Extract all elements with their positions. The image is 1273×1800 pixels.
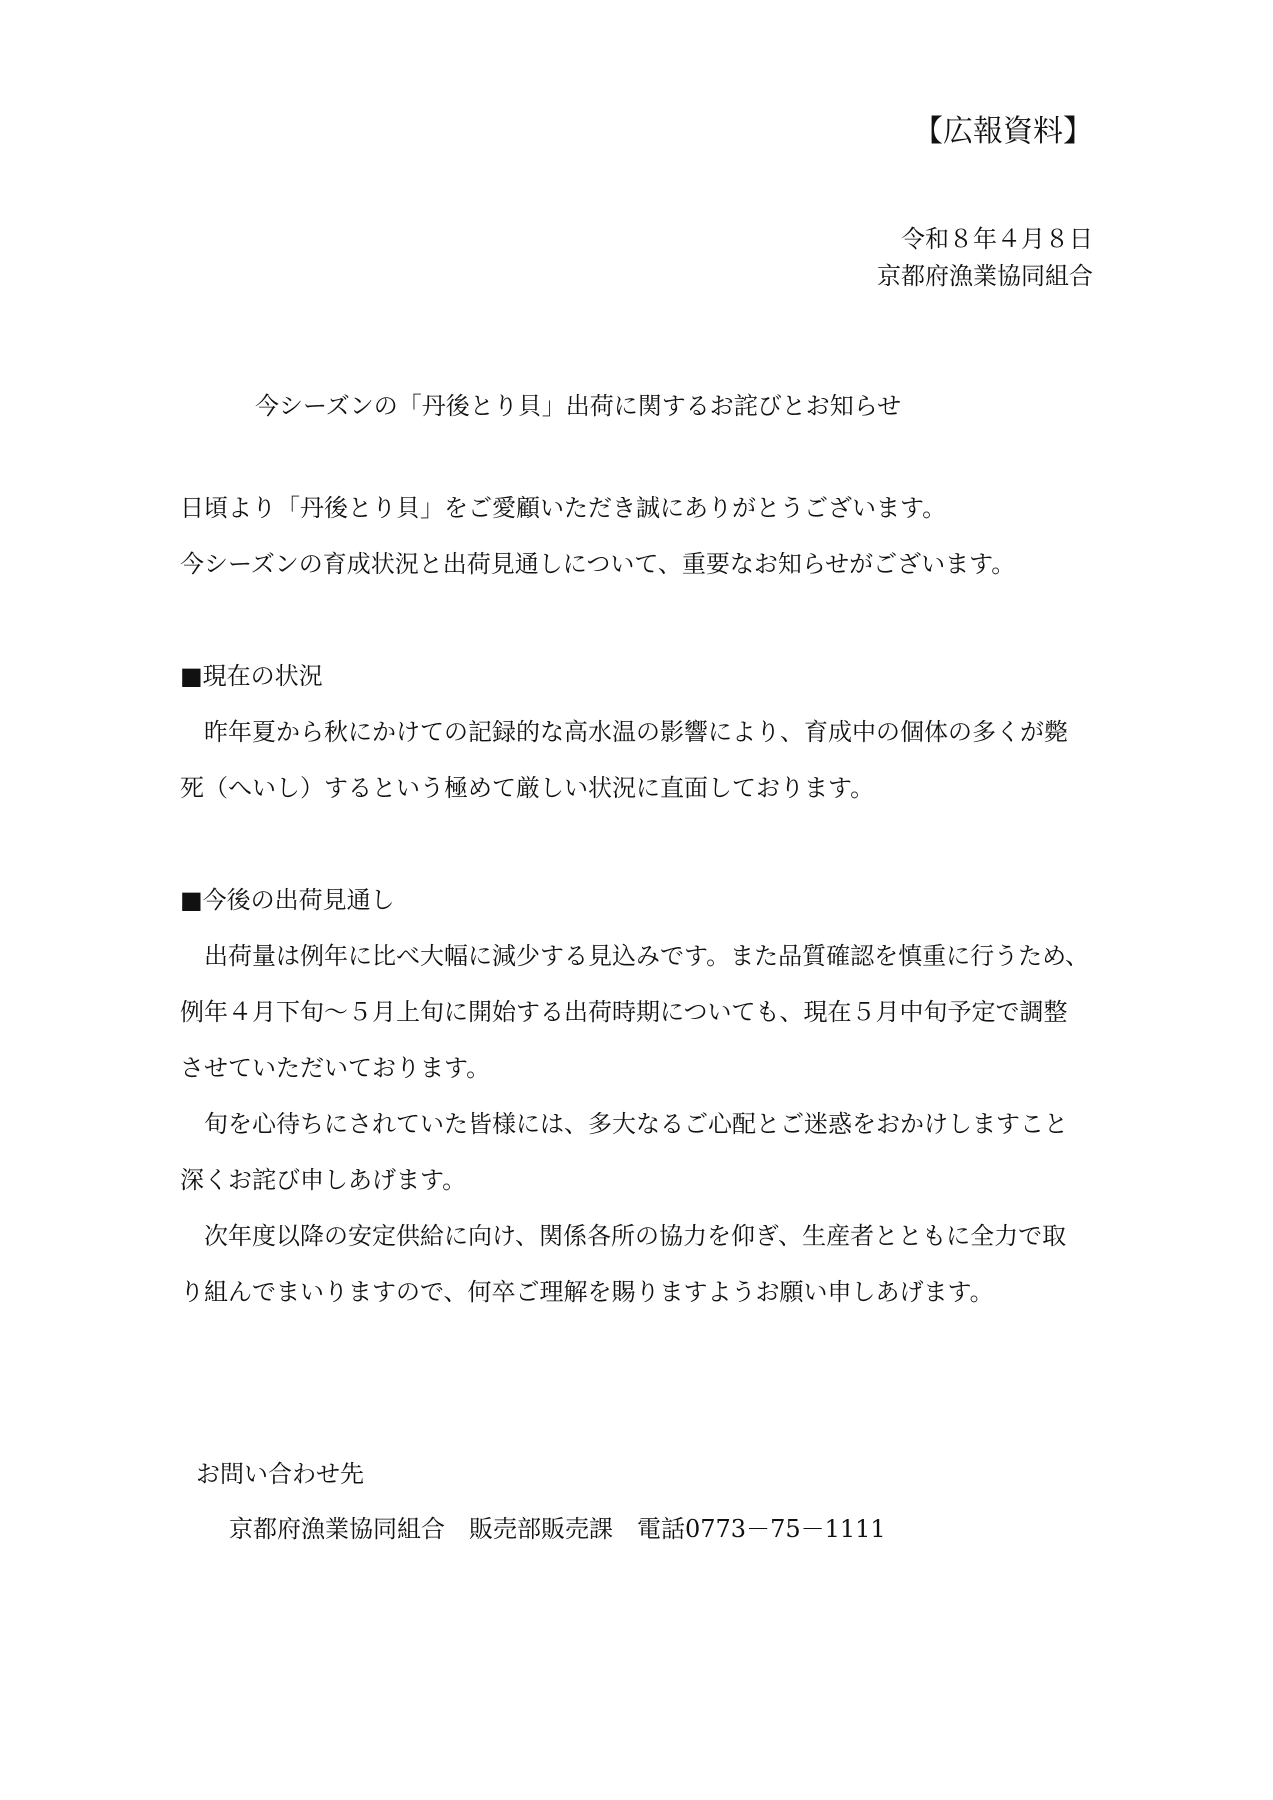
section-line: り組んでまいりますので、何卒ご理解を賜りますようお願い申しあげます。 <box>180 1278 994 1306</box>
intro-line: 今シーズンの育成状況と出荷見通しについて、重要なお知らせがございます。 <box>180 550 1016 578</box>
section-line: 死（へいし）するという極めて厳しい状況に直面しております。 <box>180 774 875 802</box>
press-release-label: 【広報資料】 <box>913 114 1093 149</box>
issue-date: 令和８年４月８日 <box>901 225 1093 253</box>
section-line: 次年度以降の安定供給に向け、関係各所の協力を仰ぎ、生産者とともに全力で取 <box>180 1222 1067 1250</box>
document-title: 今シーズンの「丹後とり貝」出荷に関するお詫びとお知らせ <box>255 392 902 420</box>
section-line: 旬を心待ちにされていた皆様には、多大なるご心配とご迷惑をおかけしますこと <box>180 1110 1068 1138</box>
section-heading-shipping-outlook: ■今後の出荷見通し <box>180 886 395 914</box>
section-line: 昨年夏から秋にかけての記録的な高水温の影響により、育成中の個体の多くが斃 <box>180 718 1068 746</box>
intro-line: 日頃より「丹後とり貝」をご愛顧いただき誠にありがとうございます。 <box>180 494 947 522</box>
section-heading-current-status: ■現在の状況 <box>180 662 323 690</box>
section-line: 深くお詫び申しあげます。 <box>180 1166 467 1194</box>
section-line: 例年４月下旬～５月上旬に開始する出荷時期についても、現在５月中旬予定で調整 <box>180 998 1068 1026</box>
contact-label: お問い合わせ先 <box>196 1460 364 1488</box>
contact-info: 京都府漁業協同組合 販売部販売課 電話0773－75－1111 <box>229 1515 886 1543</box>
section-line: 出荷量は例年に比べ大幅に減少する見込みです。また品質確認を慎重に行うため、 <box>180 942 1090 970</box>
issuing-organization: 京都府漁業協同組合 <box>877 262 1093 290</box>
section-line: させていただいております。 <box>180 1054 491 1082</box>
